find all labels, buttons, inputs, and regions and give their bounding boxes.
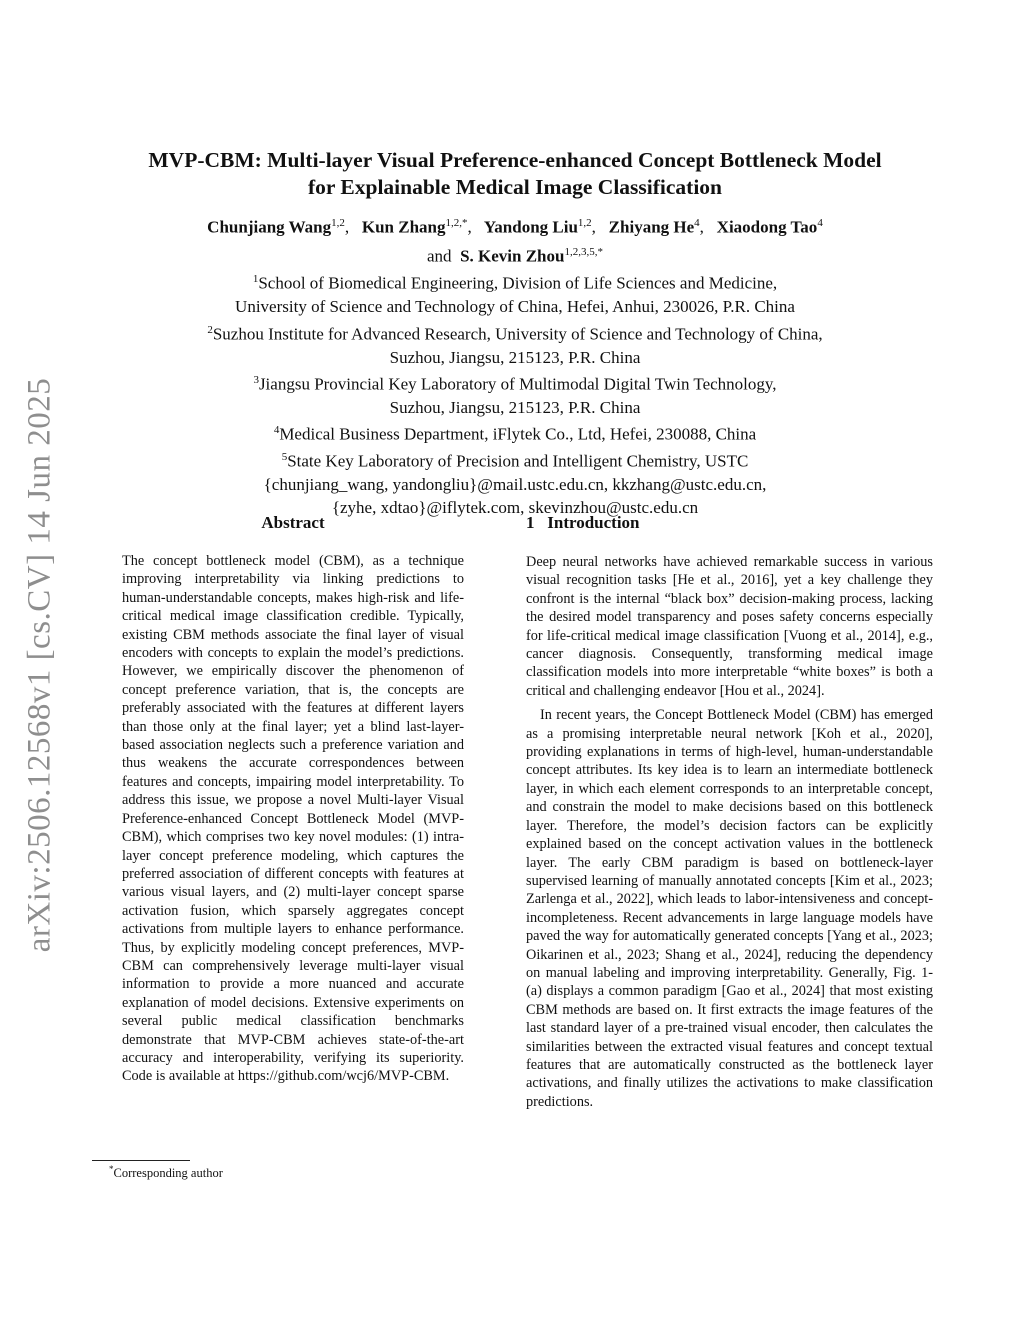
affiliation-line: $^5$State Key Laboratory of Precision and Intelligent Chemistry, USTC — [281, 451, 749, 471]
author-affiliation-mark: 4 — [817, 217, 823, 229]
email-line: {chunjiang_wang, yandongliu}@mail.ustc.edu.cn, kkzhang@ustc.edu.cn, — [263, 474, 767, 494]
author-name: Yandong Liu — [483, 217, 578, 237]
author-conjunction: and — [427, 246, 452, 266]
author-affiliation-mark: 1,2,* — [445, 217, 468, 229]
paper-title-line-2: for Explainable Medical Image Classification — [307, 175, 723, 199]
introduction-heading: 1 Introduction — [526, 513, 640, 532]
footnote-mark: * — [109, 1164, 114, 1174]
paragraph: Deep neural networks have achieved remarkable success in various visual recognition tasks [He et al., 2016], yet a key challenge they confront is the internal “black box” decision-making process, lacking the desired model transparency and poses safety concerns especially for life-critical medical image classification [Vuong et al., 2014], e.g., cancer diagnosis. Consequently, transforming medical image classification models into more interpretable “white boxes” is both a critical and challenging endeavor [Hou et al., 2024]. — [526, 554, 933, 699]
introduction-body — [526, 553, 933, 1111]
affiliation-line: Suzhou, Jiangsu, 215123, P.R. China — [389, 347, 641, 367]
affiliation-list — [90, 268, 940, 519]
paragraph: In recent years, the Concept Bottleneck Model (CBM) has emerged as a promising interpretable neural network [Koh et al., 2020], providing explanations in terms of high-level, human-understandable concept attributes. Its key idea is to learn an intermediate bottleneck layer, in which each element corresponds to an interpretable concept, and constrain the model to make decisions based on this bottleneck layer. Therefore, the model’s decision factors can be explicitly explained based on the concept activation values in the bottleneck layer. The early CBM paradigm is based on bottleneck-layer supervised learning of manually annotated concepts [Kim et al., 2023; Zarlenga et al., 2022], which leads to labor-intensiveness and concept-incompleteness. Recent advancements in large language models have paved the way for automatically generated concepts [Yang et al., 2023; Oikarinen et al., 2023; Shang et al., 2024], reducing the dependency on manual labeling and improving interpretability. Generally, Fig. 1-(a) displays a common paradigm [Gao et al., 2024] that most existing CBM methods are based on. It first extracts the image features of the last standard layer of a pre-trained visual encoder, then calculates the similarities between the extracted visual features and concept textual features that are automatically constructed as the bottleneck layer activations, and finally utilizes the activations to make classification predictions. — [526, 707, 933, 1110]
abstract-column — [122, 512, 464, 1086]
affiliation-line: $^1$School of Biomedical Engineering, Division of Life Sciences and Medicine, — [252, 273, 778, 293]
affiliation-line: $^2$Suzhou Institute for Advanced Research, University of Science and Technology of China, — [207, 323, 823, 344]
affiliation-line: University of Science and Technology of China, Hefei, Anhui, 230026, P.R. China — [235, 297, 795, 317]
author-line-2 — [90, 240, 940, 269]
author-name: Xiaodong Tao — [716, 217, 818, 237]
author-affiliation-mark: 1,2 — [331, 217, 345, 229]
abstract-body: The concept bottleneck model (CBM), as a technique improving interpretability via linking predictions to human-understandable concepts, makes high-risk and life-critical medical image classification credible. Typically, existing CBM methods associate the final layer of visual encoders with concepts to explain the model’s predictions. However, we empirically discover the phenomenon of concept preference variation, that is, the concepts are preferably associated with the features at different layers than those only at the final layer; yet a blind last-layer-based association neglects such a preference variation and thus weakens the accurate correspondences between features and concepts, impairing model interpretability. To address this issue, we propose a novel Multi-layer Visual Preference-enhanced Concept Bottleneck Model (MVP-CBM), which comprises two key novel modules: (1) intra-layer concept preference modeling, which captures the preferred association of different concepts with features at various visual layers, and (2) multi-layer concept sparse activation fusion, which sparsely aggregates concept activations from multiple layers to enhance performance. Thus, by explicitly modeling concept preferences, MVP-CBM can comprehensively leverage multi-layer visual information to provide a more nuanced and accurate explanation of model decisions. Extensive experiments on several public medical classification benchmarks demonstrate that MVP-CBM achieves state-of-the-art accuracy and interoperability, verifying its superiority. Code is available at https://github.com/wcj6/MVP-CBM. — [122, 553, 464, 1085]
affiliation-line: Suzhou, Jiangsu, 215123, P.R. China — [389, 397, 641, 417]
footnote-text: Corresponding author — [113, 1166, 223, 1181]
author-name: Kun Zhang — [361, 217, 446, 237]
author-line-1: Chunjiang Wang$^{1,2}$, Kun Zhang$^{1,2,*}$, Yandong Liu$^{1,2}$, Zhiyang He$^4$, Xiaodong Tao$^4$ — [207, 217, 823, 237]
author-name: S. Kevin Zhou — [460, 246, 565, 266]
paper-title-line-1: MVP-CBM: Multi-layer Visual Preference-enhanced Concept Bottleneck Model — [148, 148, 882, 172]
affiliation-line: $^3$Jiangsu Provincial Key Laboratory of Multimodal Digital Twin Technology, — [253, 373, 777, 394]
email-line: {zyhe, xdtao}@iflytek.com, skevinzhou@ustc.edu.cn — [331, 498, 699, 518]
paper-header — [90, 147, 940, 520]
affiliation-line: $^4$Medical Business Department, iFlytek Co., Ltd, Hefei, 230088, China — [273, 424, 757, 444]
author-name: Zhiyang He — [608, 217, 695, 237]
corresponding-author-footnote — [109, 1160, 223, 1182]
author-affiliation-mark: 1,2 — [577, 217, 592, 229]
introduction-column — [526, 512, 933, 1111]
abstract-heading: Abstract — [261, 513, 325, 532]
author-affiliation-mark: 4 — [694, 217, 700, 229]
arxiv-identifier-stamp: arXiv:2506.12568v1 [cs.CV] 14 Jun 2025 — [21, 377, 58, 953]
author-list — [90, 211, 940, 268]
author-affiliation-mark: 1,2,3,5,* — [564, 245, 603, 258]
author-name: Chunjiang Wang — [207, 217, 332, 237]
